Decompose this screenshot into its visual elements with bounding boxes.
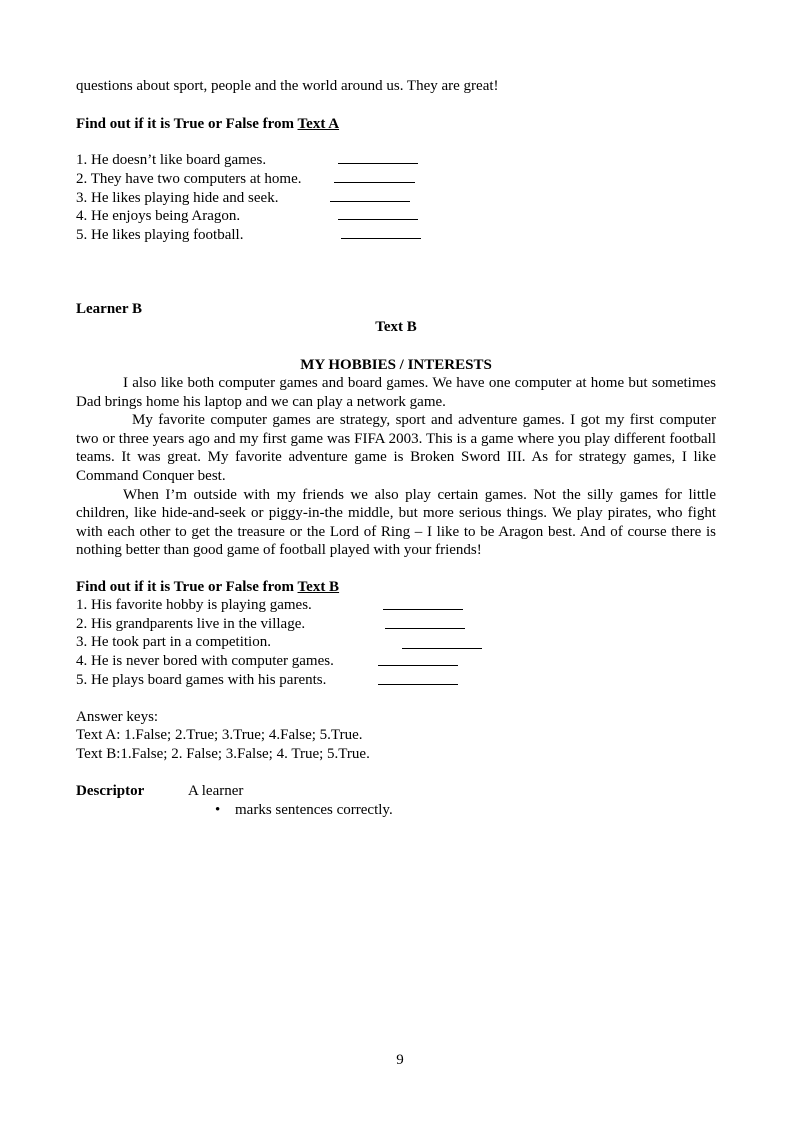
task-a-heading	[76, 115, 339, 133]
answer-blank[interactable]	[385, 628, 465, 629]
bullet-icon: •	[215, 802, 221, 818]
task-b-heading-prefix: Find out if it is True or False from	[76, 579, 298, 595]
answer-blank[interactable]	[383, 609, 463, 610]
answer-blank[interactable]	[330, 201, 410, 202]
task-a-item-1: 1. He doesn’t like board games.	[76, 152, 267, 168]
task-b-heading	[76, 578, 339, 596]
answer-blank[interactable]	[341, 238, 421, 239]
task-a-heading-prefix: Find out if it is True or False from	[76, 116, 298, 132]
task-a-heading-link: Text A	[297, 116, 340, 132]
text-b-paragraph: I also like both computer games and board games. We have one computer at home but sometimes Dad brings home his laptop and we can play a network game.	[76, 375, 716, 410]
task-a-item-5: 5. He likes playing football.	[76, 227, 244, 243]
answer-blank[interactable]	[334, 182, 415, 183]
task-b-item-3: 3. He took part in a competition.	[76, 634, 271, 650]
descriptor-label: Descriptor	[76, 783, 145, 799]
task-b-item-4: 4. He is never bored with computer games.	[76, 653, 334, 669]
task-b-item-2: 2. His grandparents live in the village.	[76, 616, 306, 632]
text-b-label: Text B	[375, 319, 417, 335]
answer-keys-text-a: Text A: 1.False; 2.True; 3.True; 4.False; 5.True.	[76, 727, 363, 743]
descriptor-bullet-item	[215, 801, 393, 819]
descriptor-bullet-text: marks sentences correctly.	[235, 802, 393, 818]
task-a-item-2: 2. They have two computers at home.	[76, 171, 302, 187]
answer-keys-label: Answer keys:	[76, 709, 159, 725]
descriptor-learner: A learner	[188, 783, 244, 799]
learner-b-label: Learner B	[76, 301, 142, 317]
text-b-paragraph: When I’m outside with my friends we also play certain games. Not the silly games for little children, like hide-and-seek or piggy-in-the middle, but more serious things. We play pirates, who fight with each other to get the treasure or the Lord of Ring – I like to be Aragon best. And of course there is nothing better than good game of football played with your friends!	[76, 486, 716, 559]
answer-keys-text-b: Text B:1.False; 2. False; 3.False; 4. True; 5.True.	[76, 746, 370, 762]
text-b-body	[76, 374, 716, 560]
task-a-item-3: 3. He likes playing hide and seek.	[76, 190, 279, 206]
answer-blank[interactable]	[378, 684, 458, 685]
task-b-item-5: 5. He plays board games with his parents.	[76, 672, 327, 688]
answer-blank[interactable]	[378, 665, 458, 666]
answer-blank[interactable]	[338, 163, 418, 164]
intro-line: questions about sport, people and the world around us. They are great!	[76, 78, 499, 94]
task-b-heading-link: Text B	[297, 579, 340, 595]
task-a-item-4: 4. He enjoys being Aragon.	[76, 208, 241, 224]
answer-blank[interactable]	[402, 648, 482, 649]
text-b-paragraph: My favorite computer games are strategy, sport and adventure games. I got my first computer two or three years ago and my first game was FIFA 2003. This is a game where you play different football teams. It was great. My favorite adventure game is Broken Sword III. As for strategy games, I like Command Conquer best.	[76, 412, 716, 484]
text-b-title: MY HOBBIES / INTERESTS	[300, 357, 492, 373]
answer-blank[interactable]	[338, 219, 418, 220]
task-b-item-1: 1. His favorite hobby is playing games.	[76, 597, 312, 613]
page-number: 9	[396, 1052, 404, 1068]
